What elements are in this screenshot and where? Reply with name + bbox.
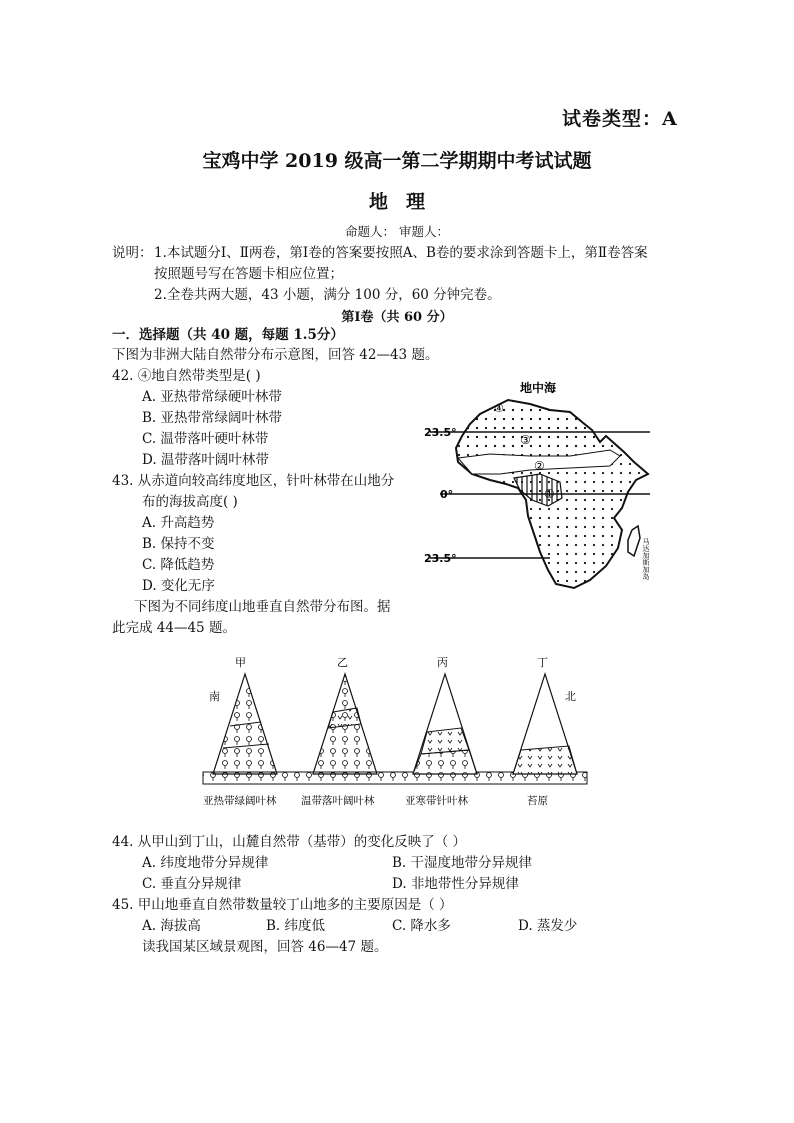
marker-4: ④	[494, 402, 504, 415]
mountain-bing-zone-forest	[413, 750, 477, 774]
paper-type: 试卷类型：A	[562, 108, 678, 130]
mountain-ding-zone	[513, 746, 577, 774]
exam-title: 宝鸡中学 2019 级高一第二学期期中考试试题	[202, 150, 592, 172]
legend-subtropical: 亚热带绿阔叶林	[203, 795, 277, 807]
q43-stem-line1: 43. 从赤道向较高纬度地区，针叶林带在山地分	[112, 473, 395, 489]
subject-title: 地理	[368, 191, 443, 213]
q42-stem: 42. ④地自然带类型是( )	[112, 368, 261, 384]
q43-option-c: C. 降低趋势	[142, 557, 215, 573]
q45-option-a: A. 海拔高	[142, 918, 201, 934]
zone-desert	[462, 400, 610, 454]
part-title: 一．选择题（共 40 题，每题 1.5分）	[112, 327, 344, 343]
lat-equator-label: 0°	[440, 488, 454, 501]
marker-2: ②	[534, 459, 545, 473]
q44-option-c: C. 垂直分异规律	[142, 876, 242, 892]
instructions-label: 说明：	[112, 245, 153, 261]
section-heading: 第Ⅰ卷（共 60 分）	[341, 310, 453, 325]
instructions-line2: 2.全卷共两大题，43 小题，满分 100 分，60 分钟完卷。	[154, 287, 501, 303]
q44-option-d: D. 非地带性分异规律	[392, 876, 519, 892]
lat-south-label: 23.5°	[424, 552, 457, 565]
marker-1: ①	[544, 487, 555, 501]
q45-option-c: C. 降水多	[392, 918, 451, 934]
section-intro: 下图为非洲大陆自然带分布示意图，回答 42—43 题。	[112, 347, 439, 363]
intro3: 读我国某区域景观图，回答 46—47 题。	[142, 939, 388, 955]
mountain-diagram	[195, 650, 595, 810]
q43-option-a: A. 升高趋势	[142, 515, 215, 531]
lat-north-label: 23.5°	[424, 426, 457, 439]
mountain-yi-label: 乙	[337, 656, 348, 669]
africa-map	[410, 370, 680, 600]
q42-option-d: D. 温带落叶阔叶林带	[142, 452, 269, 468]
q45-stem: 45. 甲山地垂直自然带数量较丁山地多的主要原因是（ ）	[112, 897, 453, 913]
instructions-line1: 1.本试题分Ⅰ、Ⅱ两卷，第Ⅰ卷的答案要按照A、B卷的要求涂到答题卡上，第Ⅱ卷答案	[154, 245, 648, 261]
north-label: 北	[565, 690, 576, 703]
legend-temperate: 温带落叶阔叶林	[301, 795, 375, 807]
mountain-jia-label: 甲	[235, 656, 246, 669]
madagascar-outline	[628, 526, 640, 556]
q42-option-b: B. 亚热带常绿阔叶林带	[142, 410, 283, 426]
q45-option-d: D. 蒸发少	[518, 918, 578, 934]
south-label: 南	[209, 690, 220, 703]
madagascar-label: 马达加斯加岛	[642, 538, 650, 580]
authors-line: 命题人： 审题人：	[345, 224, 449, 239]
instructions-line1-cont: 按照题号写在答题卡相应位置；	[154, 266, 343, 282]
mountain-bing-label: 丙	[437, 656, 448, 669]
q44-option-a: A. 纬度地带分异规律	[142, 855, 269, 871]
q44-option-b: B. 干湿度地带分异规律	[392, 855, 533, 871]
marker-3: ③	[520, 433, 531, 447]
q42-option-c: C. 温带落叶硬叶林带	[142, 431, 269, 447]
intro2-line1: 下图为不同纬度山地垂直自然带分布图。据	[134, 599, 391, 615]
intro2-line2: 此完成 44—45 题。	[112, 620, 236, 636]
legend-tundra: 苔原	[527, 795, 548, 807]
q45-option-b: B. 纬度低	[266, 918, 326, 934]
q43-stem-line2: 布的海拔高度( )	[142, 494, 238, 510]
q43-option-d: D. 变化无序	[142, 578, 215, 594]
legend-subarctic: 亚寒带针叶林	[405, 795, 468, 807]
mountain-ding-label: 丁	[537, 656, 548, 669]
q43-option-b: B. 保持不变	[142, 536, 215, 552]
q44-stem: 44. 从甲山到丁山，山麓自然带（基带）的变化反映了（ ）	[112, 834, 467, 850]
q42-option-a: A. 亚热带常绿硬叶林带	[142, 389, 282, 405]
sea-label: 地中海	[520, 381, 557, 395]
